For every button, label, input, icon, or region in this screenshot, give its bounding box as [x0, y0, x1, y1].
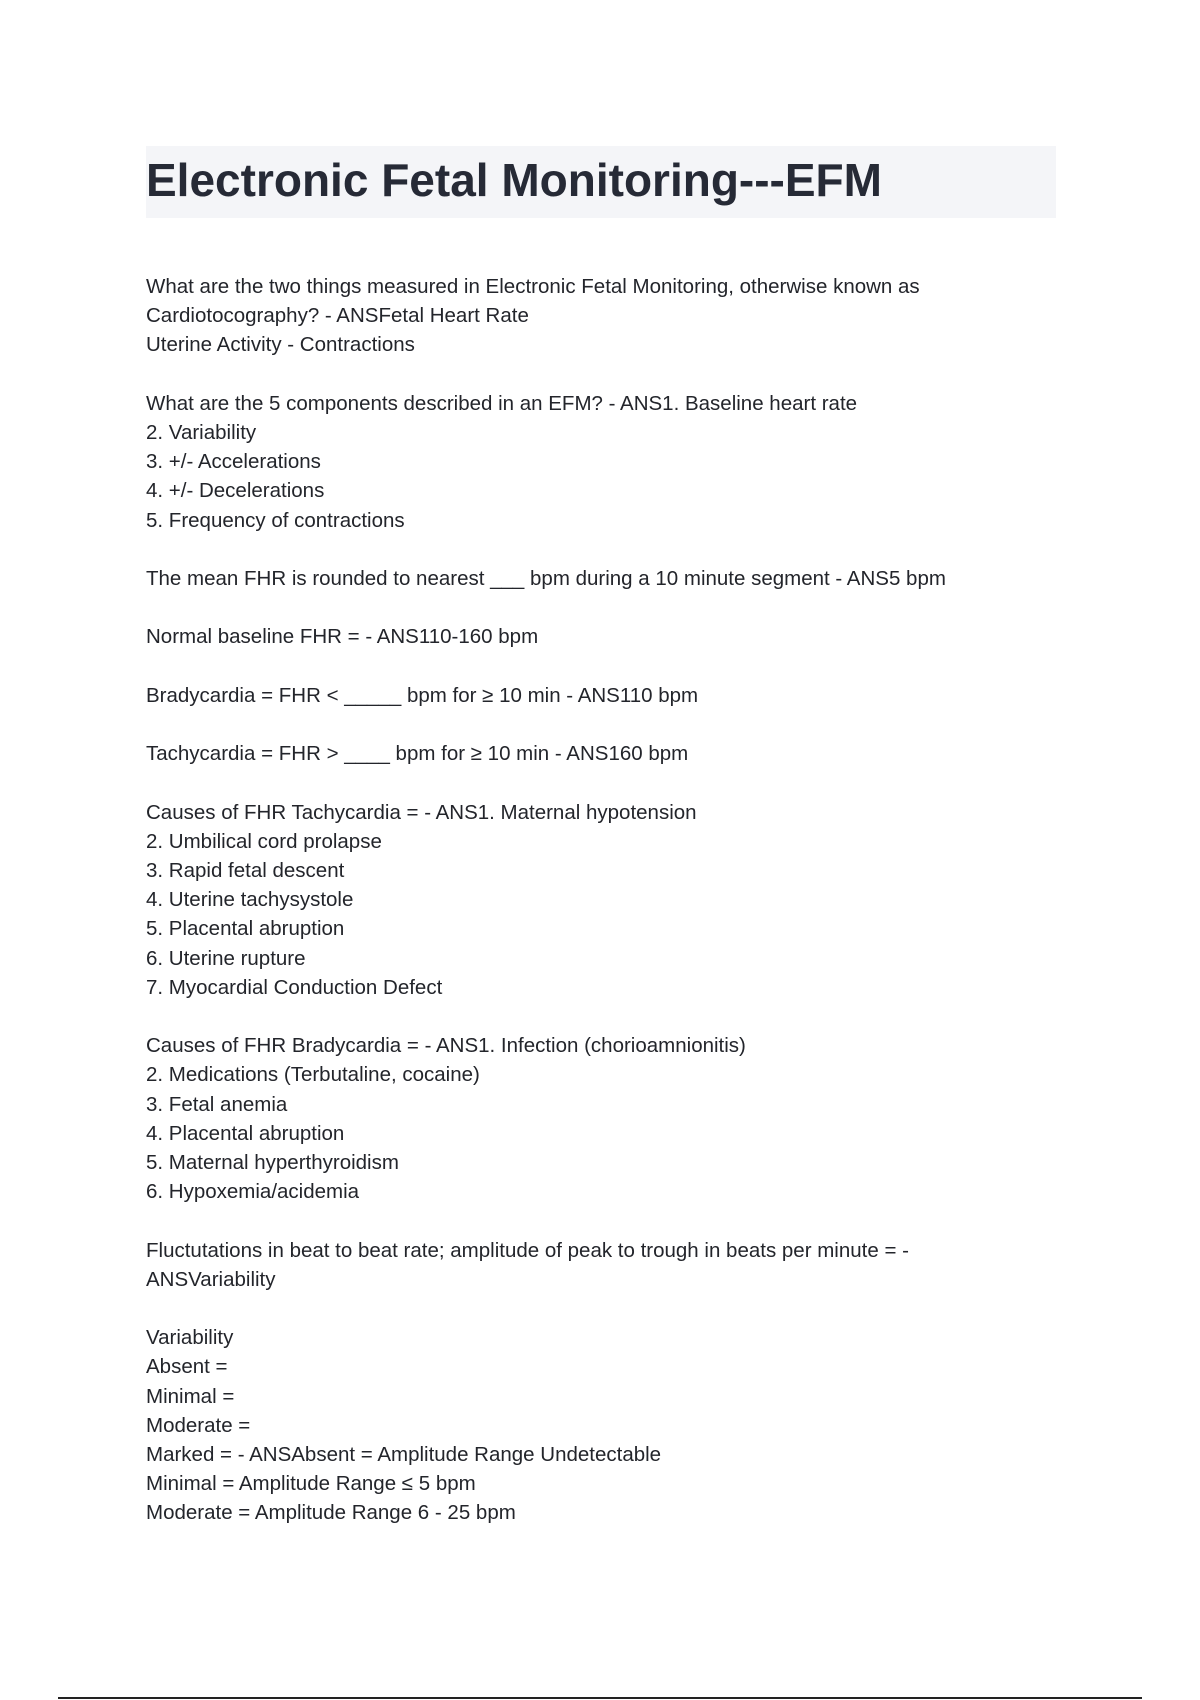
qa-line: Cardiotocography? - ANSFetal Heart Rate — [146, 304, 529, 328]
qa-line: Uterine Activity - Contractions — [146, 333, 415, 357]
qa-line: What are the 5 components described in an EFM? - ANS1. Baseline heart rate — [146, 391, 858, 415]
qa-line: 4. Placental abruption — [146, 1121, 345, 1145]
qa-line: Absent = — [146, 1355, 228, 1379]
qa-block — [146, 272, 1046, 360]
qa-line: 6. Hypoxemia/acidemia — [146, 1180, 360, 1204]
qa-content — [146, 272, 1046, 1557]
qa-line: Minimal = Amplitude Range ≤ 5 bpm — [146, 1472, 476, 1496]
qa-line: 2. Variability — [146, 421, 257, 444]
qa-block — [146, 1031, 1046, 1206]
qa-line: 4. +/- Decelerations — [146, 479, 325, 503]
qa-line: 5. Placental abruption — [146, 917, 345, 941]
qa-block — [146, 681, 1046, 710]
qa-line: Fluctutations in beat to beat rate; amplitude of peak to trough in beats per minute = - — [146, 1238, 909, 1262]
qa-line: 2. Medications (Terbutaline, cocaine) — [146, 1063, 480, 1087]
qa-block — [146, 798, 1046, 1002]
qa-line: 6. Uterine rupture — [146, 946, 306, 970]
qa-line: Bradycardia = FHR < _____ bpm for ≥ 10 min - ANS110 bpm — [146, 683, 699, 707]
qa-line: Normal baseline FHR = - ANS110-160 bpm — [146, 625, 539, 649]
qa-block — [146, 564, 1046, 593]
qa-block — [146, 739, 1046, 768]
qa-line: 3. Fetal anemia — [146, 1092, 288, 1116]
qa-line: 3. Rapid fetal descent — [146, 858, 345, 882]
qa-block — [146, 622, 1046, 651]
qa-block — [146, 389, 1046, 535]
qa-line: Variability — [146, 1326, 234, 1350]
qa-line: Minimal = — [146, 1384, 235, 1408]
qa-line: ANSVariability — [146, 1267, 276, 1291]
qa-line: Causes of FHR Bradycardia = - ANS1. Infection (chorioamnionitis) — [146, 1034, 746, 1058]
qa-line: Tachycardia = FHR > ____ bpm for ≥ 10 min - ANS160 bpm — [146, 742, 689, 766]
qa-line: Marked = - ANSAbsent = Amplitude Range Undetectable — [146, 1442, 662, 1466]
page-title: Electronic Fetal Monitoring---EFM — [146, 154, 882, 206]
qa-line: Moderate = — [146, 1413, 251, 1437]
qa-line: 5. Maternal hyperthyroidism — [146, 1150, 399, 1174]
qa-block — [146, 1323, 1046, 1527]
qa-line: 7. Myocardial Conduction Defect — [146, 975, 443, 999]
qa-line: The mean FHR is rounded to nearest ___ bpm during a 10 minute segment - ANS5 bpm — [146, 567, 946, 590]
qa-line: 5. Frequency of contractions — [146, 508, 405, 532]
qa-line: Causes of FHR Tachycardia = - ANS1. Maternal hypotension — [146, 800, 697, 824]
footer-divider — [58, 1697, 1142, 1699]
qa-line: Moderate = Amplitude Range 6 - 25 bpm — [146, 1501, 516, 1525]
title-banner — [146, 146, 1056, 218]
qa-block — [146, 1236, 1046, 1294]
qa-line: 3. +/- Accelerations — [146, 450, 321, 474]
qa-line: 2. Umbilical cord prolapse — [146, 829, 382, 853]
qa-line: 4. Uterine tachysystole — [146, 888, 354, 912]
qa-line: What are the two things measured in Electronic Fetal Monitoring, otherwise known as — [146, 275, 920, 298]
